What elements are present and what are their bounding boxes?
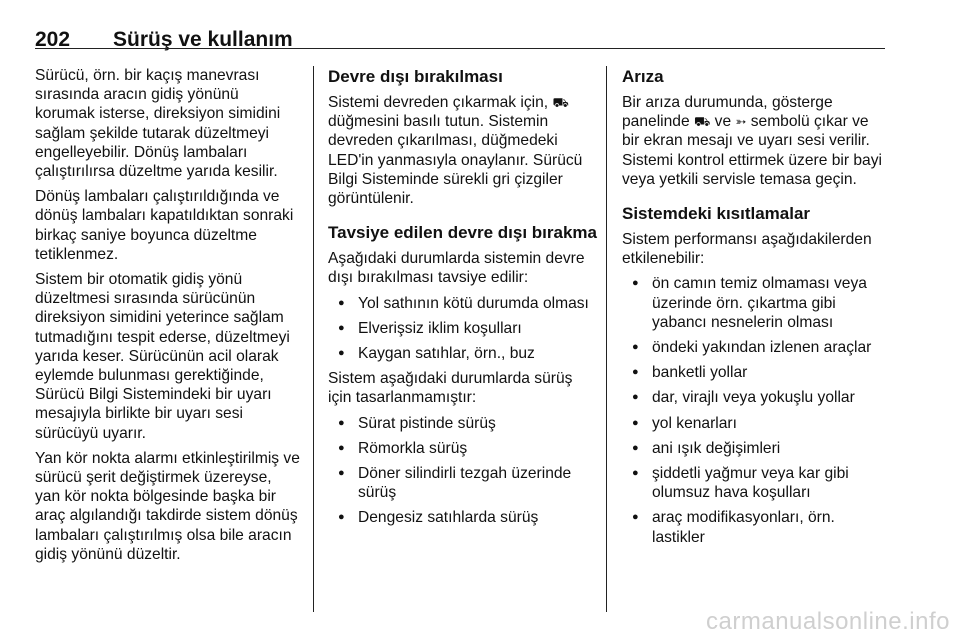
list-item: ● Döner silindirli tezgah üzerinde sürüş: [328, 464, 598, 502]
column-divider: [606, 66, 607, 612]
page-header: [35, 28, 293, 56]
list-item: ● Elverişsiz iklim koşulları: [328, 319, 598, 338]
list-item: ● öndeki yakından izlenen araçlar: [622, 338, 887, 357]
list-item: ● yol kenarları: [622, 414, 887, 433]
list-item: ● Sürat pistinde sürüş: [328, 414, 598, 433]
paragraph: Bir arıza durumunda, gösterge panelinde ⛟ ve ➳ sembolü çıkar ve bir ekran mesajı ve uyarı sesi verilir. Sistemi kontrol ettirmek üzere bir bayi veya yetkili servisle temasa geçin.: [622, 94, 882, 188]
condition-list: [328, 294, 598, 364]
list-item: ● şiddetli yağmur veya kar gibi olumsuz hava koşulları: [622, 464, 887, 502]
column-divider: [313, 66, 314, 612]
list-item: ● banketli yollar: [622, 363, 887, 382]
page-number: 202: [35, 28, 71, 51]
column-1: [35, 66, 300, 570]
not-designed-list: [328, 414, 598, 528]
list-item: ● araç modifikasyonları, örn. lastikler: [622, 508, 887, 546]
section-title: Sürüş ve kullanım: [113, 28, 293, 51]
paragraph: Aşağıdaki durumlarda sistemin devre dışı bırakılması tavsiye edilir:: [328, 250, 585, 287]
list-item: ● Dengesiz satıhlarda sürüş: [328, 508, 598, 527]
paragraph: Sistemi devreden çıkarmak için, ⛟ düğmesini basılı tutun. Sistemin devreden çıkarılması, düğmedeki LED'in yanmasıyla onaylanır. Sürücü Bilgi Sisteminde sürekli gri çizgiler görüntülenir.: [328, 94, 583, 208]
heading-recommended-deactivation: Tavsiye edilen devre dışı bırakma: [328, 223, 597, 243]
header-rule: [35, 48, 885, 49]
paragraph: Sürücü, örn. bir kaçış manevrası sırasında aracın gidiş yönünü korumak isterse, direksiyon simidini sağlam şekilde tutarak düzeltmeyi engelleyebilir. Dönüş lambaları çalıştırılırsa düzeltme yarıda kesilir.: [35, 67, 281, 181]
heading-deactivation: Devre dışı bırakılması: [328, 67, 503, 86]
lane-departure-icon: ⛟: [693, 114, 711, 130]
list-item: ● Kaygan satıhlar, örn., buz: [328, 344, 598, 363]
paragraph: Sistem bir otomatik gidiş yönü düzeltmesi sırasında sürücünün direksiyon simidini yeterince sağlam tutmadığını tespit ederse, düzeltmeyi yarıda keser. Sürücünün acil olarak eylemde bulunması gerektiğinde, Sürücü Bilgi Sistemindeki bir uyarı mesajıyla birlikte bir uyarı sesi sürücüyü uyarır.: [35, 271, 290, 442]
paragraph: Yan kör nokta alarmı etkinleştirilmiş ve sürücü şerit değiştirmek üzereyse, yan kör nokta bölgesinde başka bir araç algılandığı takdirde sistem dönüş lambaları çalıştırılmış olsa bile aracın gidiş yönünü düzeltir.: [35, 449, 300, 563]
list-item: ● Yol sathının kötü durumda olması: [328, 294, 598, 313]
paragraph: Sistem aşağıdaki durumlarda sürüş için tasarlanmamıştır:: [328, 370, 573, 407]
paragraph: Sistem performansı aşağıdakilerden etkilenebilir:: [622, 231, 872, 268]
watermark: carmanualsonline.info: [706, 608, 950, 635]
column-2: [328, 66, 598, 534]
steering-fault-icon: ➳: [735, 114, 747, 130]
heading-system-limitations: Sistemdeki kısıtlamalar: [622, 204, 811, 224]
list-item: ● Römorkla sürüş: [328, 439, 598, 458]
column-3: [622, 66, 887, 553]
list-item: ● dar, virajlı veya yokuşlu yollar: [622, 388, 887, 407]
limitations-list: [622, 274, 887, 546]
list-item: ● ani ışık değişimleri: [622, 439, 887, 458]
paragraph: Dönüş lambaları çalıştırıldığında ve dönüş lambaları kapatıldıktan sonraki birkaç saniye boyunca düzeltme tetiklenmez.: [35, 188, 294, 263]
list-item: ● ön camın temiz olmaması veya üzerinde örn. çıkartma gibi yabancı nesnelerin olması: [622, 274, 887, 332]
lane-keep-assist-icon: ⛟: [552, 95, 569, 110]
heading-fault: Arıza: [622, 67, 664, 86]
